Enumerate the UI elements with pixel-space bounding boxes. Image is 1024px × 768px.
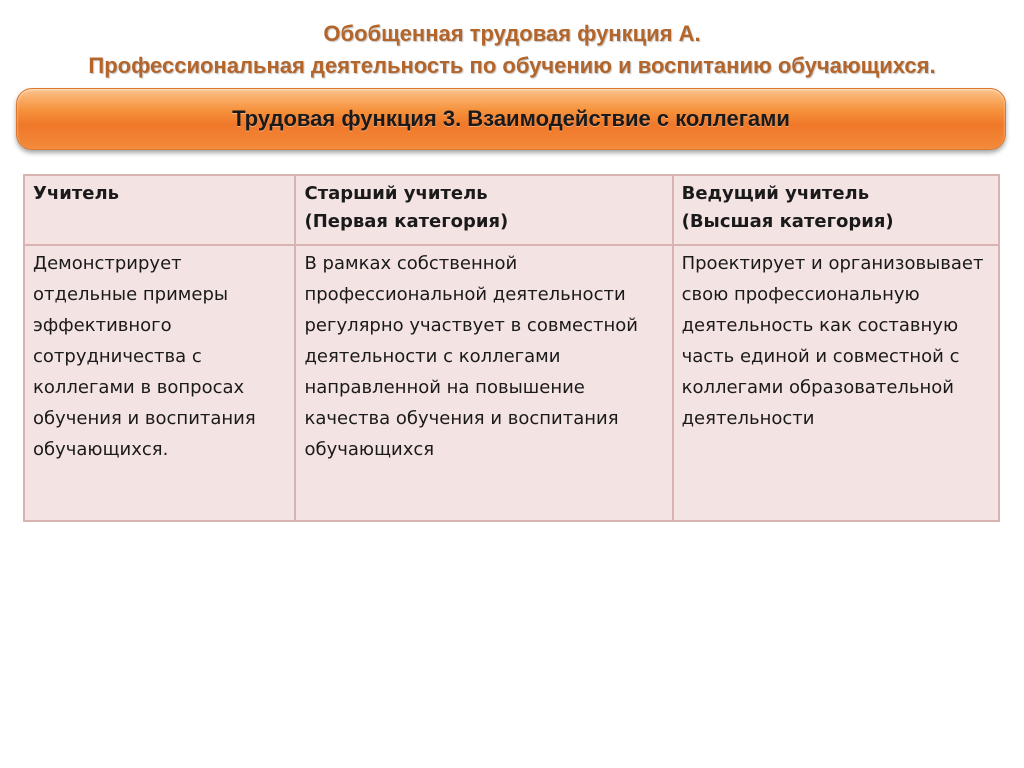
header-leading-category: (Высшая категория)	[681, 211, 894, 232]
competency-table	[23, 174, 1000, 522]
function-banner	[16, 88, 1006, 150]
title-line-1: Обобщенная трудовая функция А.	[323, 21, 701, 46]
title-line-2: Профессиональная деятельность по обучению и воспитанию обучающихся.	[88, 53, 936, 78]
table-row	[24, 245, 999, 521]
slide-title	[0, 18, 1024, 82]
header-senior-title: Старший учитель	[304, 183, 488, 204]
cell-teacher-description: Демонстрирует отдельные примеры эффективного сотрудничества с коллегами в вопросах обучения и воспитания обучающихся.	[24, 245, 295, 521]
cell-leading-description: Проектирует и организовывает свою профессиональную деятельность как составную часть единой и совместной с коллегами образовательной деятельности	[673, 245, 999, 521]
header-cell-leading-teacher	[673, 175, 999, 245]
table-header-row	[24, 175, 999, 245]
header-teacher-title: Учитель	[33, 183, 120, 204]
header-leading-title: Ведущий учитель	[681, 183, 870, 204]
header-cell-senior-teacher	[295, 175, 672, 245]
header-cell-teacher	[24, 175, 295, 245]
header-senior-category: (Первая категория)	[304, 211, 509, 232]
cell-senior-description: В рамках собственной профессиональной деятельности регулярно участвует в совместной деятельности с коллегами направленной на повышение качества обучения и воспитания обучающихся	[295, 245, 672, 521]
banner-text: Трудовая функция 3. Взаимодействие с коллегами	[232, 106, 790, 131]
